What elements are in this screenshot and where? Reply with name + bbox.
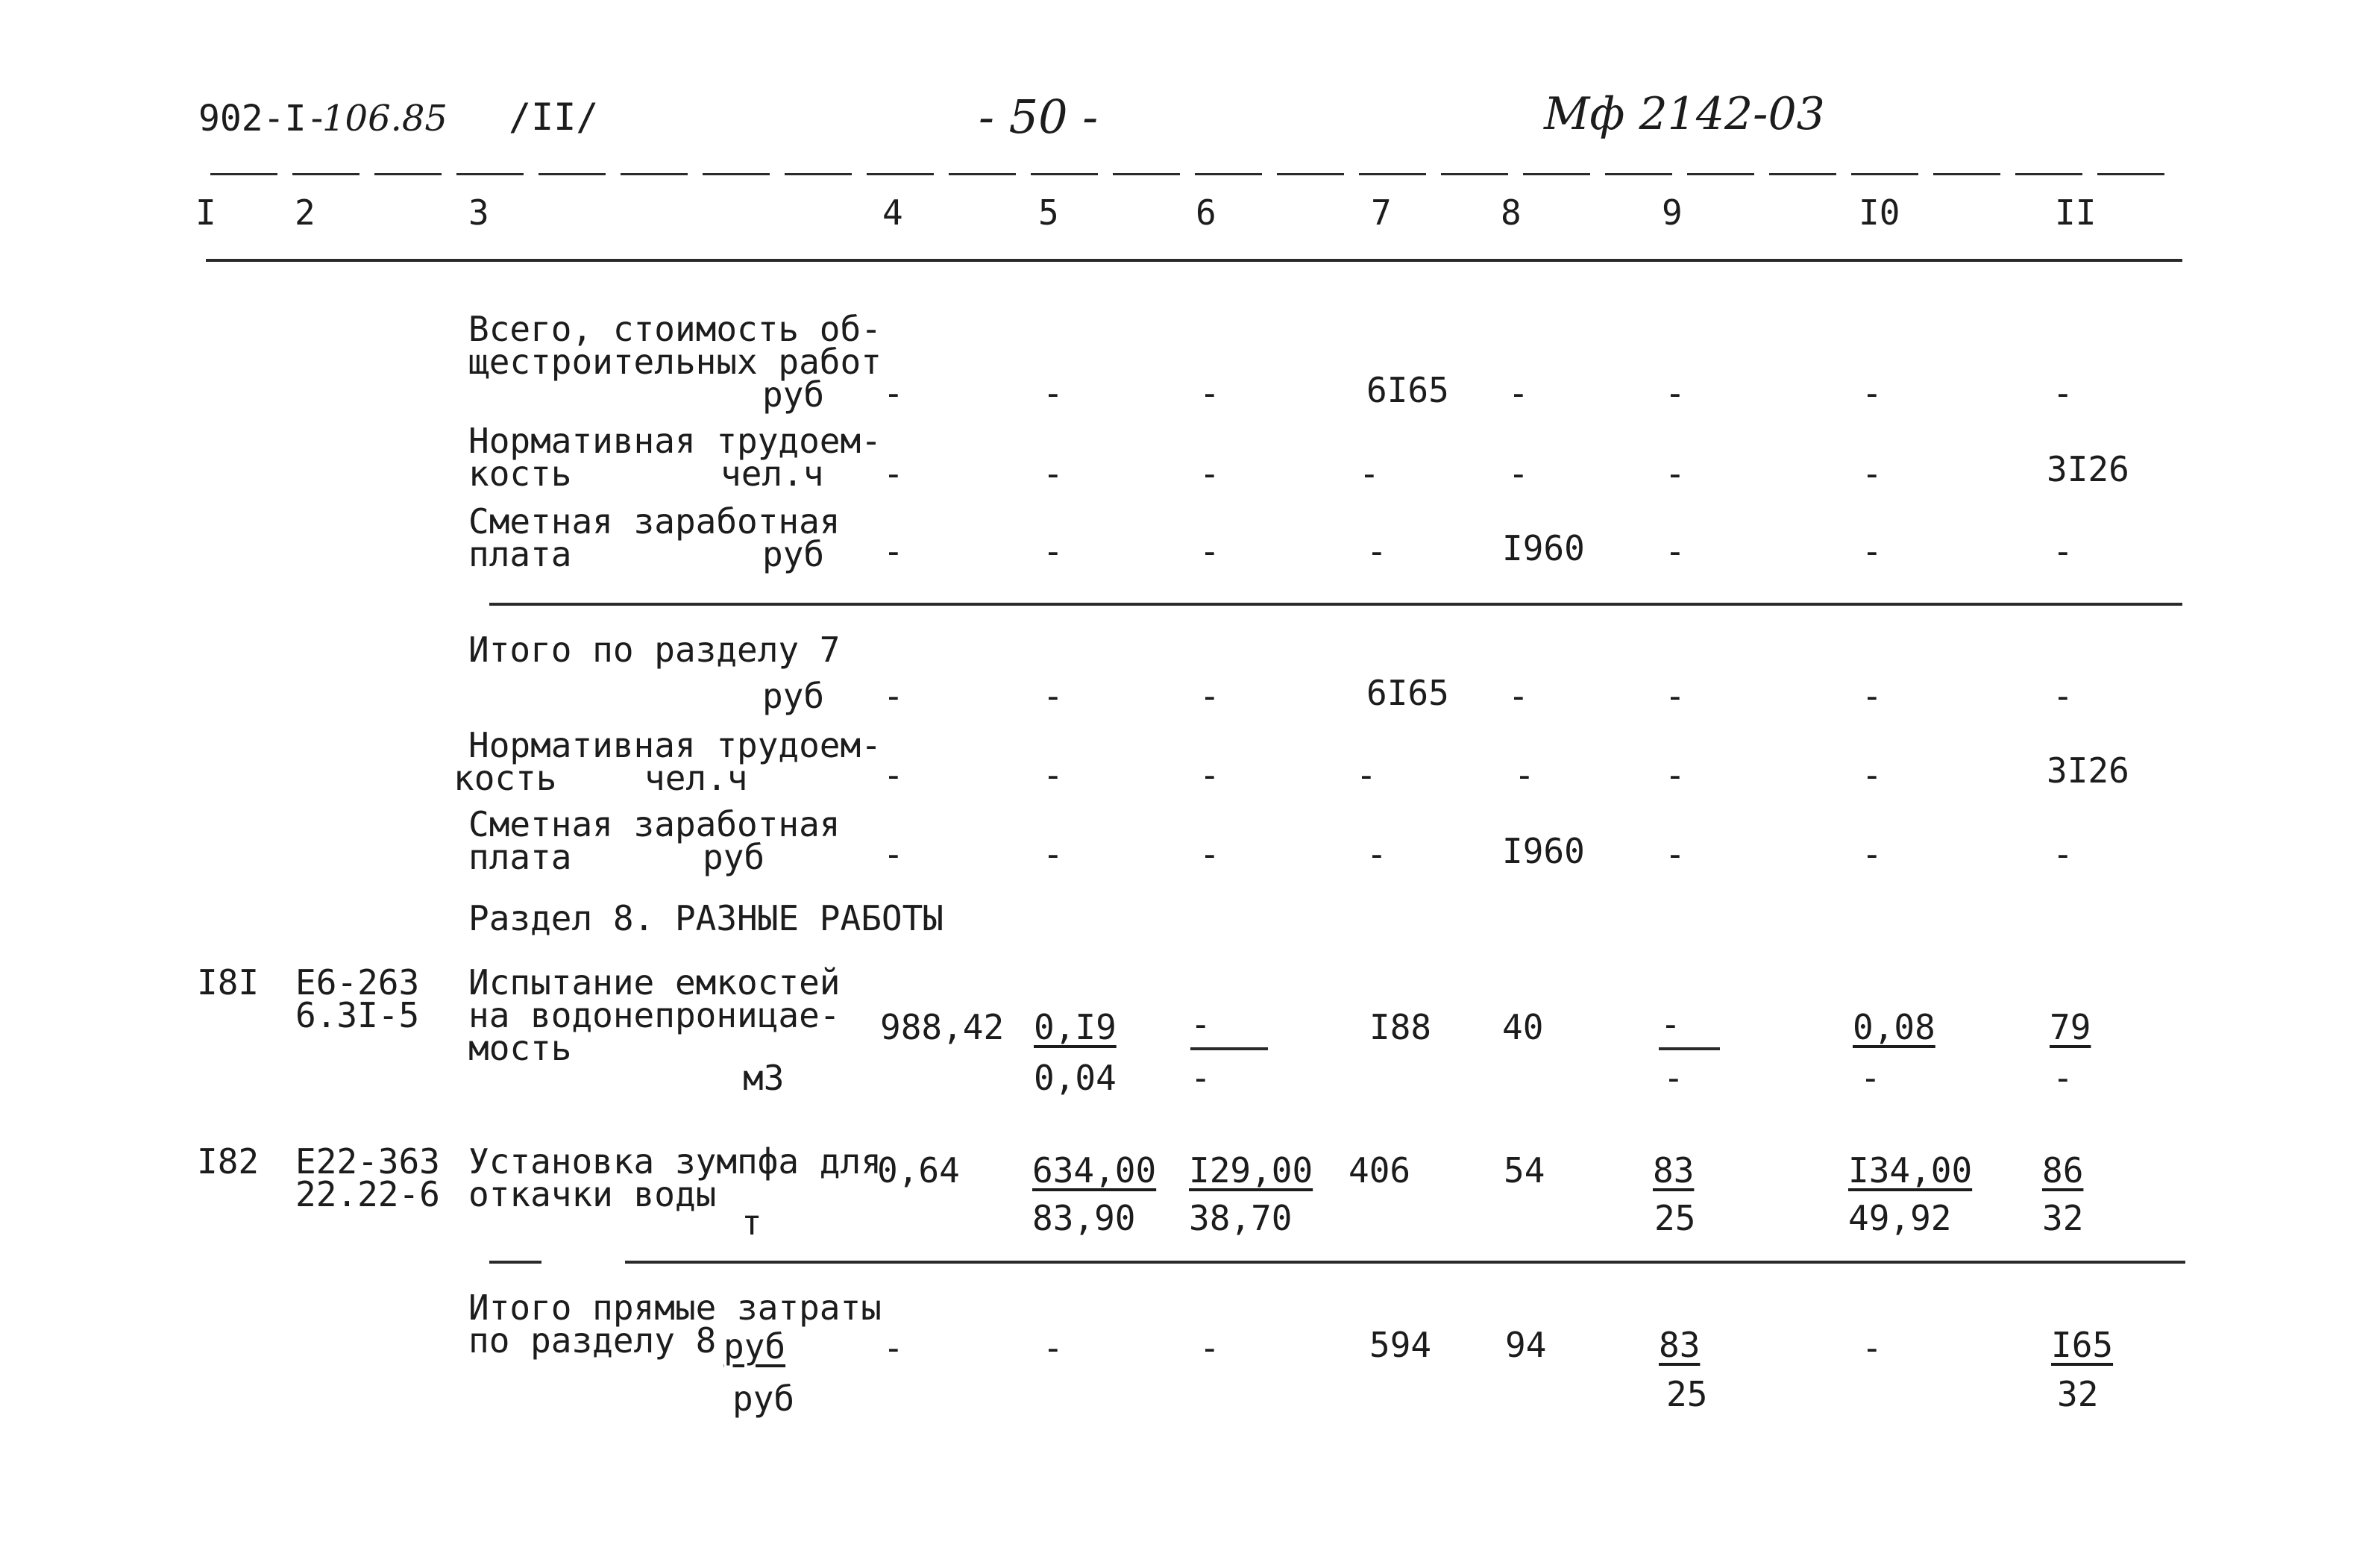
labor-label-2: кость [468,454,572,494]
labor-c6: - [1199,454,1220,494]
item-182-c11-top: 86 [2042,1150,2084,1191]
item-181-number: I8I [197,962,260,1003]
col-header-2: 2 [295,192,315,233]
doc-code-handwritten: 106.85 [322,98,448,139]
header-dashed-rule [210,173,2179,175]
section7-c10: - [1862,676,1883,716]
item-181-c7: I88 [1369,1007,1432,1047]
total-cost-c8: - [1508,373,1529,413]
section8-total-unit-1: руб [723,1326,786,1367]
item-181-c9-bottom: - [1663,1058,1684,1098]
summary-rule [489,603,2182,606]
item-182-c10-bottom: 49,92 [1848,1198,1952,1238]
section8-total-c11-top: I65 [2051,1325,2114,1365]
item-181-c9-top: - [1660,1004,1681,1044]
inventory-number: Мф 2142-03 [1544,88,1825,140]
item-182-unit: т [741,1202,762,1243]
item-182-code-1: Е22-363 [295,1141,440,1182]
wages-c8: I960 [1502,528,1585,568]
labor-unit: чел.ч [720,454,824,494]
section7-c6: - [1199,676,1220,716]
section8-total-c7: 594 [1369,1325,1432,1365]
section7-wages-c10: - [1862,834,1883,874]
section7-labor-c10: - [1862,755,1883,795]
wages-c7: - [1366,531,1387,571]
column-header-rule [206,259,2182,262]
item-181-c9-underline [1659,1047,1720,1050]
item-182-c9-bottom: 25 [1654,1198,1696,1238]
section7-labor-c11: 3I26 [2047,750,2129,791]
wages-label-2: плата [468,534,572,574]
page-number: - 50 - [979,90,1099,144]
section7-labor-c6: - [1199,755,1220,795]
total-cost-c11: - [2053,373,2073,413]
item-181-code-1: Е6-263 [295,962,420,1003]
col-header-9: 9 [1662,192,1683,233]
total-cost-c4: - [883,373,904,413]
wages-c9: - [1665,531,1686,571]
item-182-c5-bottom: 83,90 [1032,1198,1136,1238]
section8-total-label-1: Итого прямые затраты [468,1287,882,1328]
section8-total-c4: - [883,1328,904,1368]
section7-c7: 6I65 [1366,673,1449,713]
section7-wages-c4: - [883,834,904,874]
section7-c8: - [1508,676,1529,716]
section8-total-c9-top: 83 [1659,1325,1701,1365]
item-182-desc-1: Установка зумпфа для [468,1141,882,1182]
labor-c8: - [1508,454,1529,494]
col-header-4: 4 [882,192,903,233]
wages-c5: - [1043,531,1064,571]
item-181-c10-top: 0,08 [1853,1007,1935,1047]
labor-label-1: Нормативная трудоем- [468,421,882,461]
section7-labor-label-1: Нормативная трудоем- [468,725,882,765]
section8-total-c8: 94 [1505,1325,1547,1365]
section8-total-c11-bottom: 32 [2057,1374,2099,1414]
section7-labor-c4: - [883,755,904,795]
item-181-desc-2: на водонепроницае- [468,995,841,1035]
items-rule [625,1261,2185,1264]
labor-c9: - [1665,454,1686,494]
section7-labor-c7: - [1356,755,1377,795]
section7-labor-c9: - [1665,755,1686,795]
section7-c11: - [2053,676,2073,716]
section8-total-c9-bottom: 25 [1666,1374,1708,1414]
item-181-c8: 40 [1502,1007,1544,1047]
item-182-number: I82 [197,1141,260,1182]
col-header-1: I [195,192,216,233]
section7-wages-c8: I960 [1502,831,1585,871]
section7-wages-unit: руб [703,837,765,877]
section7-wages-c11: - [2053,834,2073,874]
item-181-c10-bottom: - [1860,1058,1881,1098]
item-181-desc-3: мость [468,1028,572,1068]
section7-c9: - [1665,676,1686,716]
col-header-3: 3 [468,192,489,233]
item-181-c6-bottom: - [1190,1058,1211,1098]
section7-labor-label-2: кость [453,758,557,798]
col-header-5: 5 [1038,192,1059,233]
section8-total-label-2: по разделу 8 [468,1320,717,1361]
labor-c10: - [1862,454,1883,494]
section7-wages-label-2: плата [468,837,572,877]
item-182-c11-bottom: 32 [2042,1198,2084,1238]
item-181-code-2: 6.3I-5 [295,995,420,1035]
section8-total-unit-2: руб [732,1378,795,1419]
item-181-c11-bottom: - [2053,1058,2073,1098]
item-181-c5-top: 0,I9 [1034,1007,1117,1047]
section7-unit: руб [762,676,825,716]
col-header-6: 6 [1196,192,1216,233]
item-182-quantity: 0,64 [877,1150,960,1191]
item-181-c6-underline [1190,1047,1268,1050]
total-cost-c5: - [1043,373,1064,413]
section7-c4: - [883,676,904,716]
item-181-quantity: 988,42 [880,1007,1005,1047]
wages-c11: - [2053,531,2073,571]
col-header-11: II [2055,192,2097,233]
wages-c10: - [1862,531,1883,571]
section8-total-c5: - [1043,1328,1064,1368]
item-182-c7: 406 [1348,1150,1411,1191]
total-cost-label-2: щестроительных работ [468,342,882,382]
total-cost-unit: руб [762,374,825,415]
total-cost-c10: - [1862,373,1883,413]
total-cost-c6: - [1199,373,1220,413]
total-cost-label-1: Всего, стоимость об- [468,309,882,349]
item-182-c6-bottom: 38,70 [1189,1198,1293,1238]
wages-c4: - [883,531,904,571]
section7-wages-c6: - [1199,834,1220,874]
item-181-c11-top: 79 [2050,1007,2091,1047]
section8-title: Раздел 8. РАЗНЫЕ РАБОТЫ [468,898,943,938]
wages-label-1: Сметная заработная [468,501,841,542]
total-cost-c9: - [1665,373,1686,413]
item-181-c6-top: - [1190,1004,1211,1044]
section7-labor-unit: чел.ч [644,758,748,798]
section7-wages-c9: - [1665,834,1686,874]
album-number: /II/ [509,95,599,139]
section7-labor-c5: - [1043,755,1064,795]
item-182-c9-top: 83 [1653,1150,1695,1191]
items-rule-short [489,1261,541,1264]
item-182-code-2: 22.22-6 [295,1174,440,1214]
labor-c4: - [883,454,904,494]
col-header-8: 8 [1501,192,1522,233]
total-cost-c7: 6I65 [1366,370,1449,410]
wages-c6: - [1199,531,1220,571]
doc-code: 902-I- [198,98,328,139]
section7-wages-c5: - [1043,834,1064,874]
item-182-c8: 54 [1504,1150,1545,1191]
item-182-desc-2: откачки воды [468,1174,717,1214]
section7-wages-label-1: Сметная заработная [468,804,841,844]
section8-total-c10: - [1862,1328,1883,1368]
item-181-c5-bottom: 0,04 [1034,1058,1117,1098]
item-182-c10-top: I34,00 [1848,1150,1973,1191]
section7-labor-c8: - [1514,755,1535,795]
col-header-10: I0 [1859,192,1900,233]
col-header-7: 7 [1371,192,1392,233]
labor-c5: - [1043,454,1064,494]
labor-c7: - [1359,454,1380,494]
section7-title: Итого по разделу 7 [468,630,841,670]
wages-unit: руб [762,534,825,574]
item-181-desc-1: Испытание емкостей [468,962,841,1003]
section8-total-c6: - [1199,1328,1220,1368]
labor-c11: 3I26 [2047,449,2129,489]
item-182-c5-top: 634,00 [1032,1150,1157,1191]
section7-c5: - [1043,676,1064,716]
section7-wages-c7: - [1366,834,1387,874]
item-182-c6-top: I29,00 [1189,1150,1313,1191]
item-181-unit: м3 [743,1058,785,1098]
